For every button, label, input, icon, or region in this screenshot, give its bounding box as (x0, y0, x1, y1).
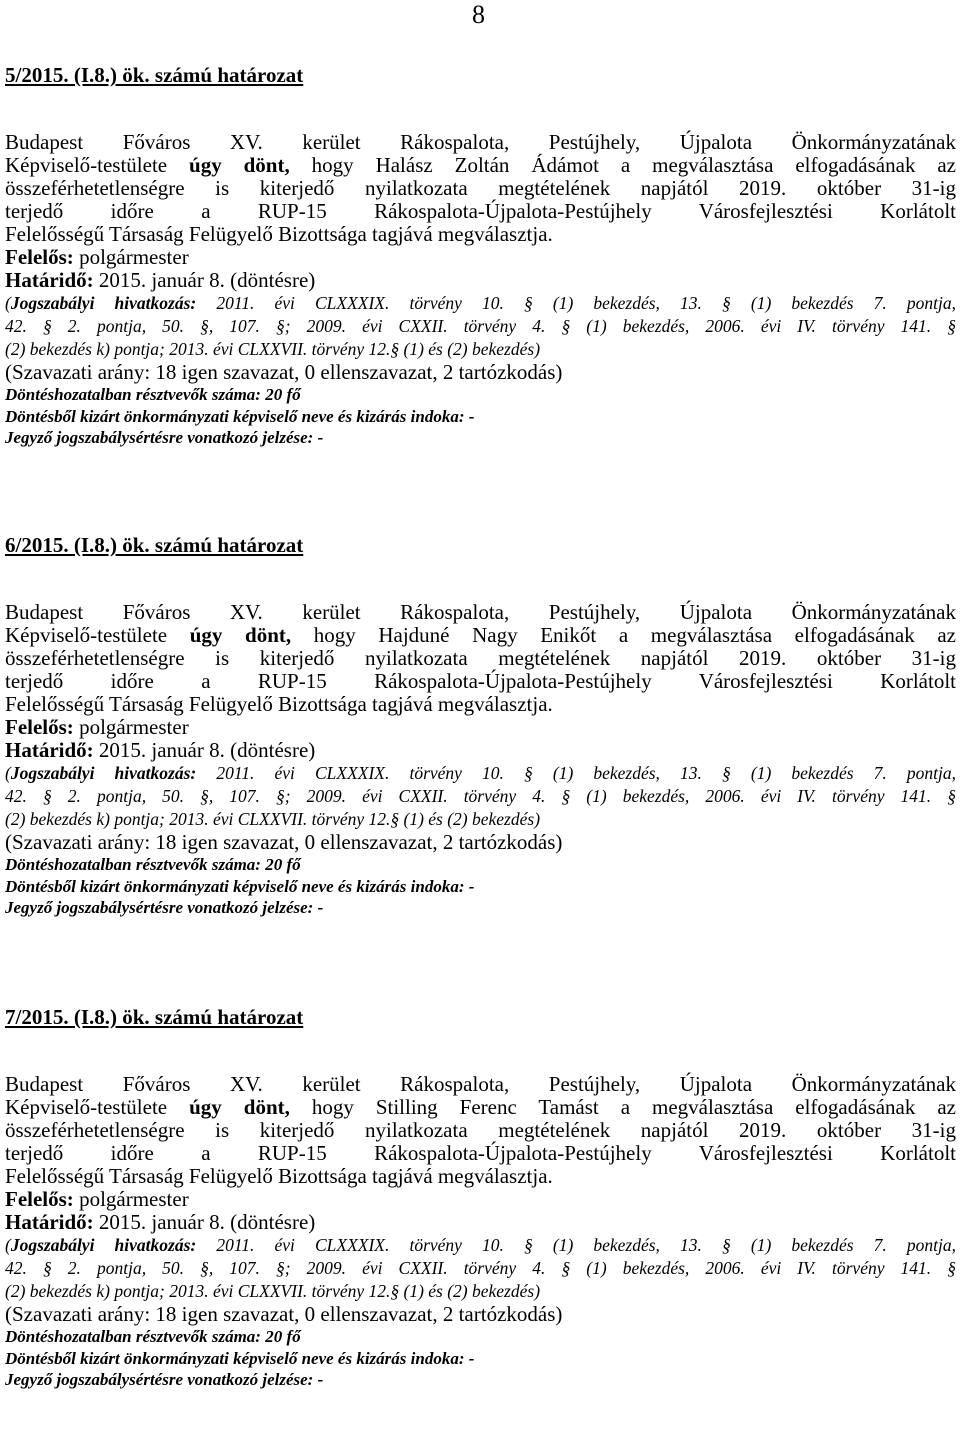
resolution-title: 5/2015. (I.8.) ök. számú határozat (5, 63, 304, 87)
text-run: ( (5, 1235, 11, 1255)
text-run: 2011. évi CLXXXIX. törvény 10. § (1) bekezdés, 13. § (1) bekezdés 7. pontja, (196, 1235, 956, 1255)
text-run: hogy Hajduné Nagy Enikőt a megválasztása elfogadásának az (291, 623, 957, 647)
body-line: összeférhetetlenségre is kiterjedő nyilatkozata megtételének napjától 2019. október 31-ig (5, 176, 956, 200)
legal-reference-label: Jogszabályi hivatkozás: (10, 1235, 197, 1255)
deadline-value: 2015. január 8. (döntésre) (93, 738, 316, 762)
spacer (5, 1029, 956, 1073)
legal-reference-line: 42. § 2. pontja, 50. §, 107. §; 2009. évi CXXII. törvény 4. § (1) bekezdés, 2006. évi IV. törvény 141. § (5, 316, 956, 336)
participants-count: Döntéshozatalban résztvevők száma: 20 fő (5, 385, 301, 404)
deadline-line (5, 269, 956, 292)
decision-phrase: úgy dönt, (189, 1095, 290, 1119)
responsible-label: Felelős: (5, 1187, 74, 1211)
body-line (5, 154, 956, 177)
spacer (5, 557, 956, 601)
excluded-members: Döntésből kizárt önkormányzati képviselő neve és kizárás indoka: - (5, 876, 475, 896)
deadline-value: 2015. január 8. (döntésre) (93, 268, 316, 292)
responsible-line (5, 1188, 956, 1211)
body-line: Budapest Főváros XV. kerület Rákospalota, Pestújhely, Újpalota Önkormányzatának (5, 600, 956, 624)
participants-count: Döntéshozatalban résztvevők száma: 20 fő (5, 1327, 301, 1346)
text-run: ( (5, 763, 11, 783)
responsible-line (5, 716, 956, 739)
legal-reference-line (5, 762, 956, 785)
text-run: hogy Stilling Ferenc Tamást a megválasztása elfogadásának az (289, 1095, 957, 1119)
spacer (5, 87, 956, 131)
excluded-members: Döntésből kizárt önkormányzati képviselő neve és kizárás indoka: - (5, 1348, 475, 1368)
responsible-line (5, 246, 956, 269)
resolution-block (5, 64, 956, 449)
resolution-title: 6/2015. (I.8.) ök. számú határozat (5, 533, 304, 557)
text-run: Képviselő-testülete (5, 623, 190, 647)
text-run: 2011. évi CLXXXIX. törvény 10. § (1) bekezdés, 13. § (1) bekezdés 7. pontja, (196, 293, 956, 313)
deadline-label: Határidő: (5, 1210, 94, 1234)
body-line: Felelősségű Társaság Felügyelő Bizottsága tagjává megválasztja. (5, 1164, 553, 1188)
deadline-label: Határidő: (5, 268, 94, 292)
decision-phrase: úgy dönt, (189, 153, 290, 177)
resolution-block (5, 1006, 956, 1391)
body-line: terjedő időre a RUP-15 Rákospalota-Újpalota-Pestújhely Városfejlesztési Korlátolt (5, 669, 956, 693)
vote-ratio: (Szavazati arány: 18 igen szavazat, 0 ellenszavazat, 2 tartózkodás) (5, 1302, 563, 1326)
responsible-label: Felelős: (5, 245, 74, 269)
participants-count: Döntéshozatalban résztvevők száma: 20 fő (5, 855, 301, 874)
body-line: terjedő időre a RUP-15 Rákospalota-Újpalota-Pestújhely Városfejlesztési Korlátolt (5, 199, 956, 223)
legal-reference-label: Jogszabályi hivatkozás: (10, 763, 197, 783)
body-line (5, 624, 956, 647)
notary-remark: Jegyző jogszabálysértésre vonatkozó jelzése: - (5, 428, 324, 447)
responsible-value: polgármester (73, 245, 189, 269)
body-line: Felelősségű Társaság Felügyelő Bizottsága tagjává megválasztja. (5, 692, 553, 716)
body-line: Budapest Főváros XV. kerület Rákospalota, Pestújhely, Újpalota Önkormányzatának (5, 130, 956, 154)
responsible-label: Felelős: (5, 715, 74, 739)
deadline-line (5, 739, 956, 762)
legal-reference-label: Jogszabályi hivatkozás: (10, 293, 197, 313)
legal-reference-line: (2) bekezdés k) pontja; 2013. évi CLXXVII. törvény 12.§ (1) és (2) bekezdés) (5, 1281, 541, 1301)
excluded-members: Döntésből kizárt önkormányzati képviselő neve és kizárás indoka: - (5, 406, 475, 426)
body-line: Budapest Főváros XV. kerület Rákospalota, Pestújhely, Újpalota Önkormányzatának (5, 1072, 956, 1096)
resolution-title: 7/2015. (I.8.) ök. számú határozat (5, 1005, 304, 1029)
body-line: összeférhetetlenségre is kiterjedő nyilatkozata megtételének napjától 2019. október 31-ig (5, 1118, 956, 1142)
page-number: 8 (472, 0, 485, 29)
vote-ratio: (Szavazati arány: 18 igen szavazat, 0 ellenszavazat, 2 tartózkodás) (5, 830, 563, 854)
body-line: összeférhetetlenségre is kiterjedő nyilatkozata megtételének napjától 2019. október 31-ig (5, 646, 956, 670)
legal-reference-line (5, 292, 956, 315)
text-run: Képviselő-testülete (5, 1095, 190, 1119)
legal-reference-line (5, 1234, 956, 1257)
body-line: Felelősségű Társaság Felügyelő Bizottsága tagjává megválasztja. (5, 222, 553, 246)
legal-reference-line: (2) bekezdés k) pontja; 2013. évi CLXXVII. törvény 12.§ (1) és (2) bekezdés) (5, 339, 541, 359)
deadline-value: 2015. január 8. (döntésre) (93, 1210, 316, 1234)
text-run: hogy Halász Zoltán Ádámot a megválasztása elfogadásának az (289, 153, 956, 177)
deadline-line (5, 1211, 956, 1234)
text-run: Képviselő-testülete (5, 153, 190, 177)
text-run: 2011. évi CLXXXIX. törvény 10. § (1) bekezdés, 13. § (1) bekezdés 7. pontja, (196, 763, 956, 783)
resolution-block (5, 534, 956, 919)
responsible-value: polgármester (73, 1187, 189, 1211)
responsible-value: polgármester (73, 715, 189, 739)
notary-remark: Jegyző jogszabálysértésre vonatkozó jelzése: - (5, 1370, 324, 1389)
legal-reference-line: 42. § 2. pontja, 50. §, 107. §; 2009. évi CXXII. törvény 4. § (1) bekezdés, 2006. évi IV. törvény 141. § (5, 1258, 956, 1278)
legal-reference-line: (2) bekezdés k) pontja; 2013. évi CLXXVII. törvény 12.§ (1) és (2) bekezdés) (5, 809, 541, 829)
vote-ratio: (Szavazati arány: 18 igen szavazat, 0 ellenszavazat, 2 tartózkodás) (5, 360, 563, 384)
body-line (5, 1096, 956, 1119)
notary-remark: Jegyző jogszabálysértésre vonatkozó jelzése: - (5, 898, 324, 917)
text-run: ( (5, 293, 11, 313)
decision-phrase: úgy dönt, (189, 623, 292, 647)
deadline-label: Határidő: (5, 738, 94, 762)
legal-reference-line: 42. § 2. pontja, 50. §, 107. §; 2009. évi CXXII. törvény 4. § (1) bekezdés, 2006. évi IV. törvény 141. § (5, 786, 956, 806)
body-line: terjedő időre a RUP-15 Rákospalota-Újpalota-Pestújhely Városfejlesztési Korlátolt (5, 1141, 956, 1165)
